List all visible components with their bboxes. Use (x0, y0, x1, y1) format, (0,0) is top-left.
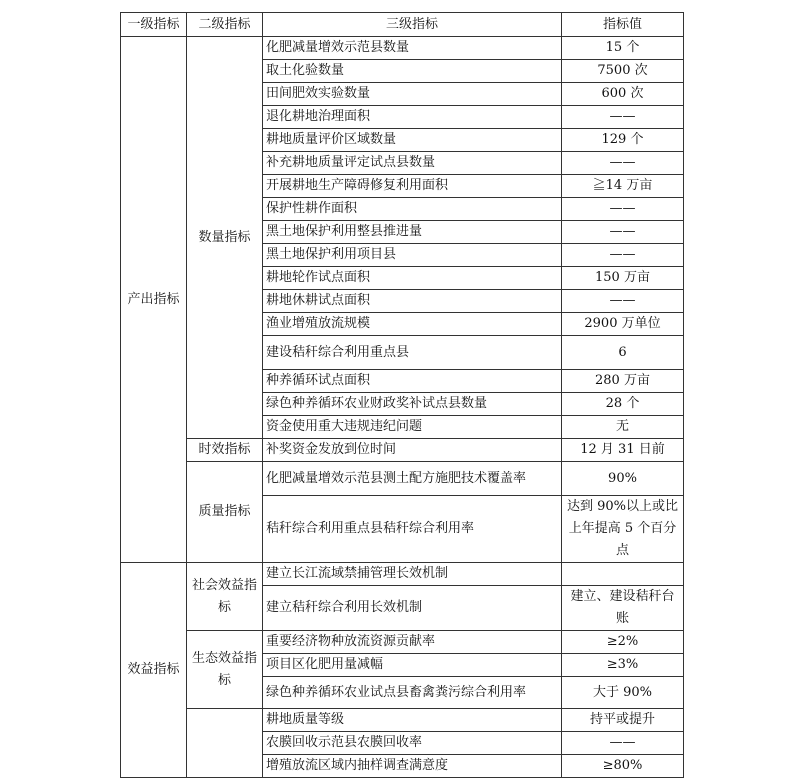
value-cell: ≧14 万亩 (562, 175, 684, 198)
indicator-table (120, 12, 684, 778)
value-cell: —— (562, 290, 684, 313)
table-row (121, 439, 684, 462)
level3-cell: 开展耕地生产障碍修复利用面积 (263, 175, 562, 198)
value-cell: —— (562, 732, 684, 755)
level3-cell: 绿色种养循环农业财政奖补试点县数量 (263, 393, 562, 416)
level3-cell: 绿色种养循环农业试点县畜禽粪污综合利用率 (263, 677, 562, 709)
value-cell: 2900 万单位 (562, 313, 684, 336)
value-cell: —— (562, 106, 684, 129)
level1-output: 产出指标 (121, 37, 187, 563)
level3-cell: 化肥减量增效示范县测土配方施肥技术覆盖率 (263, 462, 562, 496)
level2-quantity: 数量指标 (187, 37, 263, 439)
level3-cell: 建立秸秆综合利用长效机制 (263, 586, 562, 631)
value-cell: 持平或提升 (562, 709, 684, 732)
table-row (121, 563, 684, 586)
level3-cell: 化肥减量增效示范县数量 (263, 37, 562, 60)
value-cell: —— (562, 244, 684, 267)
value-cell: ≥80% (562, 755, 684, 778)
level3-cell: 耕地质量等级 (263, 709, 562, 732)
value-cell: 600 次 (562, 83, 684, 106)
level3-cell: 农膜回收示范县农膜回收率 (263, 732, 562, 755)
level3-cell: 资金使用重大违规违纪问题 (263, 416, 562, 439)
value-cell: 150 万亩 (562, 267, 684, 290)
level3-cell: 补奖资金发放到位时间 (263, 439, 562, 462)
value-cell: 90% (562, 462, 684, 496)
level2-empty (187, 709, 263, 778)
value-cell: 无 (562, 416, 684, 439)
level3-cell: 耕地轮作试点面积 (263, 267, 562, 290)
value-cell: 15 个 (562, 37, 684, 60)
header-value: 指标值 (562, 13, 684, 37)
level2-timeliness: 时效指标 (187, 439, 263, 462)
level3-cell: 增殖放流区域内抽样调查满意度 (263, 755, 562, 778)
level2-social: 社会效益指标 (187, 563, 263, 631)
value-cell: —— (562, 221, 684, 244)
table-row (121, 709, 684, 732)
level1-benefit: 效益指标 (121, 563, 187, 778)
level3-cell: 渔业增殖放流规模 (263, 313, 562, 336)
level3-cell: 取土化验数量 (263, 60, 562, 83)
level3-cell: 耕地质量评价区域数量 (263, 129, 562, 152)
level3-cell: 保护性耕作面积 (263, 198, 562, 221)
value-cell (562, 563, 684, 586)
value-cell: 达到 90%以上或比上年提高 5 个百分点 (562, 496, 684, 563)
header-level1: 一级指标 (121, 13, 187, 37)
level3-cell: 黑土地保护利用项目县 (263, 244, 562, 267)
level3-cell: 田间肥效实验数量 (263, 83, 562, 106)
level3-cell: 秸秆综合利用重点县秸秆综合利用率 (263, 496, 562, 563)
header-level2: 二级指标 (187, 13, 263, 37)
value-cell: 129 个 (562, 129, 684, 152)
level3-cell: 种养循环试点面积 (263, 370, 562, 393)
level3-cell: 补充耕地质量评定试点县数量 (263, 152, 562, 175)
value-cell: 28 个 (562, 393, 684, 416)
value-cell: 7500 次 (562, 60, 684, 83)
value-cell: 280 万亩 (562, 370, 684, 393)
value-cell: 12 月 31 日前 (562, 439, 684, 462)
value-cell: —— (562, 152, 684, 175)
level3-cell: 项目区化肥用量减幅 (263, 654, 562, 677)
level2-quality: 质量指标 (187, 462, 263, 563)
value-cell: ≥2% (562, 631, 684, 654)
table-row (121, 631, 684, 654)
level3-cell: 耕地休耕试点面积 (263, 290, 562, 313)
table-row (121, 37, 684, 60)
level3-cell: 黑土地保护利用整县推进量 (263, 221, 562, 244)
header-level3: 三级指标 (263, 13, 562, 37)
level3-cell: 退化耕地治理面积 (263, 106, 562, 129)
level3-cell: 重要经济物种放流资源贡献率 (263, 631, 562, 654)
value-cell: 大于 90% (562, 677, 684, 709)
value-cell: ≥3% (562, 654, 684, 677)
level3-cell: 建设秸秆综合利用重点县 (263, 336, 562, 370)
header-row (121, 13, 684, 37)
table-row (121, 462, 684, 496)
level3-cell: 建立长江流域禁捕管理长效机制 (263, 563, 562, 586)
value-cell: 建立、建设秸秆台账 (562, 586, 684, 631)
value-cell: 6 (562, 336, 684, 370)
level2-ecological: 生态效益指标 (187, 631, 263, 709)
value-cell: —— (562, 198, 684, 221)
